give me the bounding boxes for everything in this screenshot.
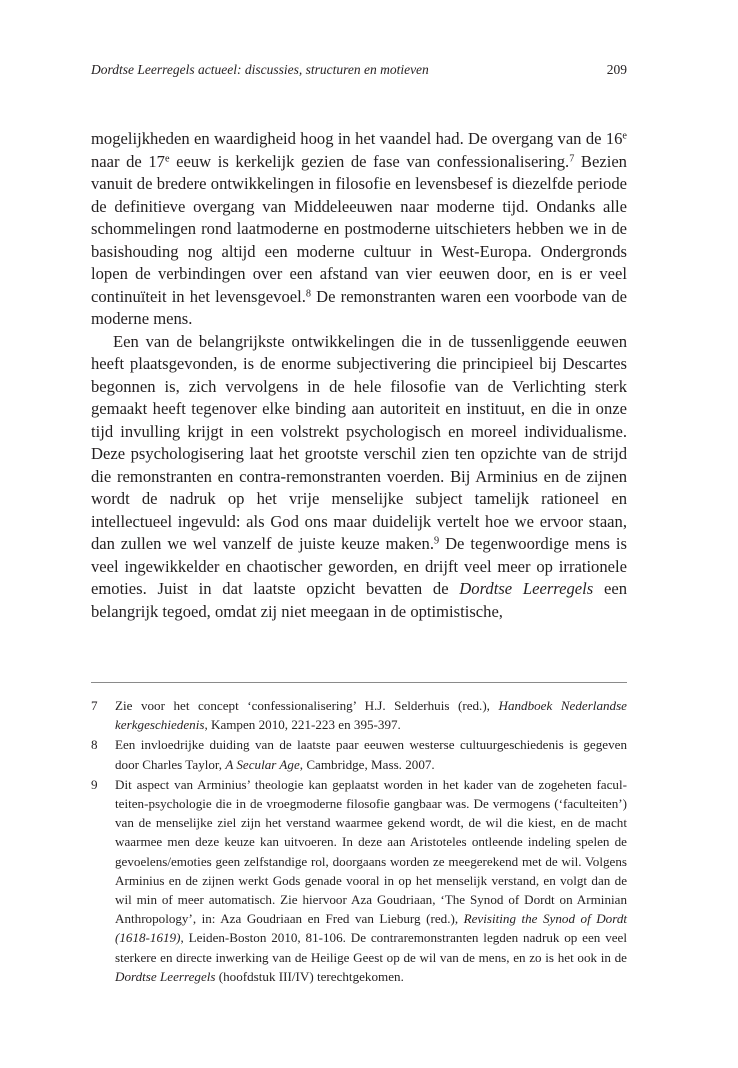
footnote-7 — [91, 696, 627, 734]
italic-title: Dordtse Leerregels — [115, 968, 216, 984]
text-run: (hoofdstuk III/IV) terechtgekomen. — [215, 968, 404, 984]
superscript-e: e — [622, 130, 627, 142]
page-number: 209 — [606, 62, 627, 77]
footnote-ref-8[interactable]: 8 — [305, 287, 312, 299]
text-run: , Cambridge, Mass. 2007. — [299, 756, 435, 772]
footnote-ref-7[interactable]: 7 — [569, 152, 575, 164]
footnote-divider — [91, 682, 627, 683]
running-title: Dordtse Leerregels actueel: discussies, structuren en motieven — [91, 62, 429, 77]
footnotes — [91, 696, 627, 987]
italic-title: Dordtse Leerregels — [459, 579, 594, 598]
text-run: , Leiden-Boston 2010, 81-106. De contraremonstranten legden nadruk op een veel sterkere en directe inwerking van de Heilige Geest op de wil van de mens, en zo is het ook in de — [115, 930, 627, 965]
text-run: Bezien vanuit de bredere ontwikkelingen in filosofie en levensbesef is diezelfde periode de definitieve overgang van Middeleeuwen naar moderne tijd. Ondanks alle schommelingen rond laatmoderne en postmoderne uitschieters hebben we in de basishouding nog altijd een moderne cultuur in West-Europa. Ondergronds lopen de verbindingen over een afstand van vier eeuwen door, en is er veel continuïteit in het levensgevoel. — [91, 151, 627, 306]
running-header — [91, 62, 627, 78]
footnote-8 — [91, 735, 627, 773]
footnote-number: 7 — [91, 698, 98, 713]
text-run: Een invloedrijke duiding van de laatste paar eeuwen westerse cultuurgeschiedenis is gegeven door Charles Taylor, — [115, 737, 627, 772]
footnote-text — [115, 775, 627, 986]
text-run: Dit aspect van Arminius’ theologie kan geplaatst worden in het kader van de zogeheten faculteiten-psychologie die in de vroegmoderne filosofie gangbaar was. De vermogens (‘faculteiten’) van de menselijke ziel zijn het verstand waarmee gekend wordt, de wil die kiest, en de macht waarmee men deze keuze kan uitvoeren. In deze aan Aristoteles ontleende indeling spelen de gevoelens/emoties geen zelfstandige rol, doorgaans worden ze meegerekend met de wil. Volgens Arminius en de zijnen werkt Gods genade vooral in op het menselijk verstand, en volgt dan de wil min of meer automatisch. Zie hiervoor Aza Goudriaan, ‘The Synod of Dordt on Arminian Anthropology’, in: Aza Goudriaan en Fred van Lieburg (red.), — [115, 776, 627, 927]
superscript-e: e — [164, 152, 170, 164]
text-run: eeuw is kerkelijk gezien de fase van confessionalisering. — [169, 151, 570, 171]
footnote-9 — [91, 775, 627, 986]
italic-title: Revisiting the Synod of Dordt (1618-1619) — [115, 911, 628, 946]
footnote-number: 9 — [91, 776, 98, 792]
footnote-ref-9[interactable]: 9 — [433, 535, 440, 547]
text-run: een belangrijk tegoed, omdat zij niet meegaan in de optimistische, — [91, 579, 627, 621]
text-run: , Kampen 2010, 221-223 en 395-397. — [204, 717, 401, 733]
footnote-number: 8 — [91, 737, 98, 753]
text-run: De tegenwoordige mens is veel ingewikkelder en chaotischer geworden, en drijft veel meer op irrationele emoties. Juist in dat laatste opzicht bevatten de — [91, 534, 627, 598]
text-run: naar de 17 — [91, 151, 165, 171]
text-run: De remonstranten waren een voorbode van de moderne mens. — [91, 286, 627, 328]
footnote-text — [115, 735, 627, 773]
italic-title: A Secular Age — [225, 756, 300, 772]
footnote-text — [115, 696, 627, 734]
italic-title: Handboek Nederlandse kerkgeschiedenis — [115, 698, 627, 733]
paragraph-1 — [91, 128, 627, 331]
text-run: mogelijkheden en waardigheid hoog in het vaandel had. De overgang van de 16 — [91, 129, 623, 148]
text-run: Een van de belangrijkste ontwikkelingen die in de tussenliggende eeuwen heeft plaatsgevonden, is de enorme subjectivering die principieel bij Descartes begonnen is, zich vervolgens in de hele filosofie van de Verlichting sterk gemaakt heeft tegenover elke binding aan autoriteit en instituut, en die in onze tijd invulling krijgt in een volstrekt psychologisch en moreel individualisme. Deze psychologisering laat het grootste verschil zien ten opzichte van de strijd die remonstranten en contra-remonstranten voerden. Bij Arminius en de zijnen wordt de nadruk op het vrije menselijke subject tamelijk rationeel en intellectueel ingevuld: als God ons maar duidelijk vertelt hoe we ervoor staan, dan zullen we wel vanzelf de juiste keuze maken. — [91, 331, 627, 553]
paragraph-2 — [91, 331, 627, 624]
text-run: Zie voor het concept ‘confessionalisering’ H.J. Selderhuis (red.), — [115, 698, 499, 713]
main-text — [91, 128, 627, 623]
